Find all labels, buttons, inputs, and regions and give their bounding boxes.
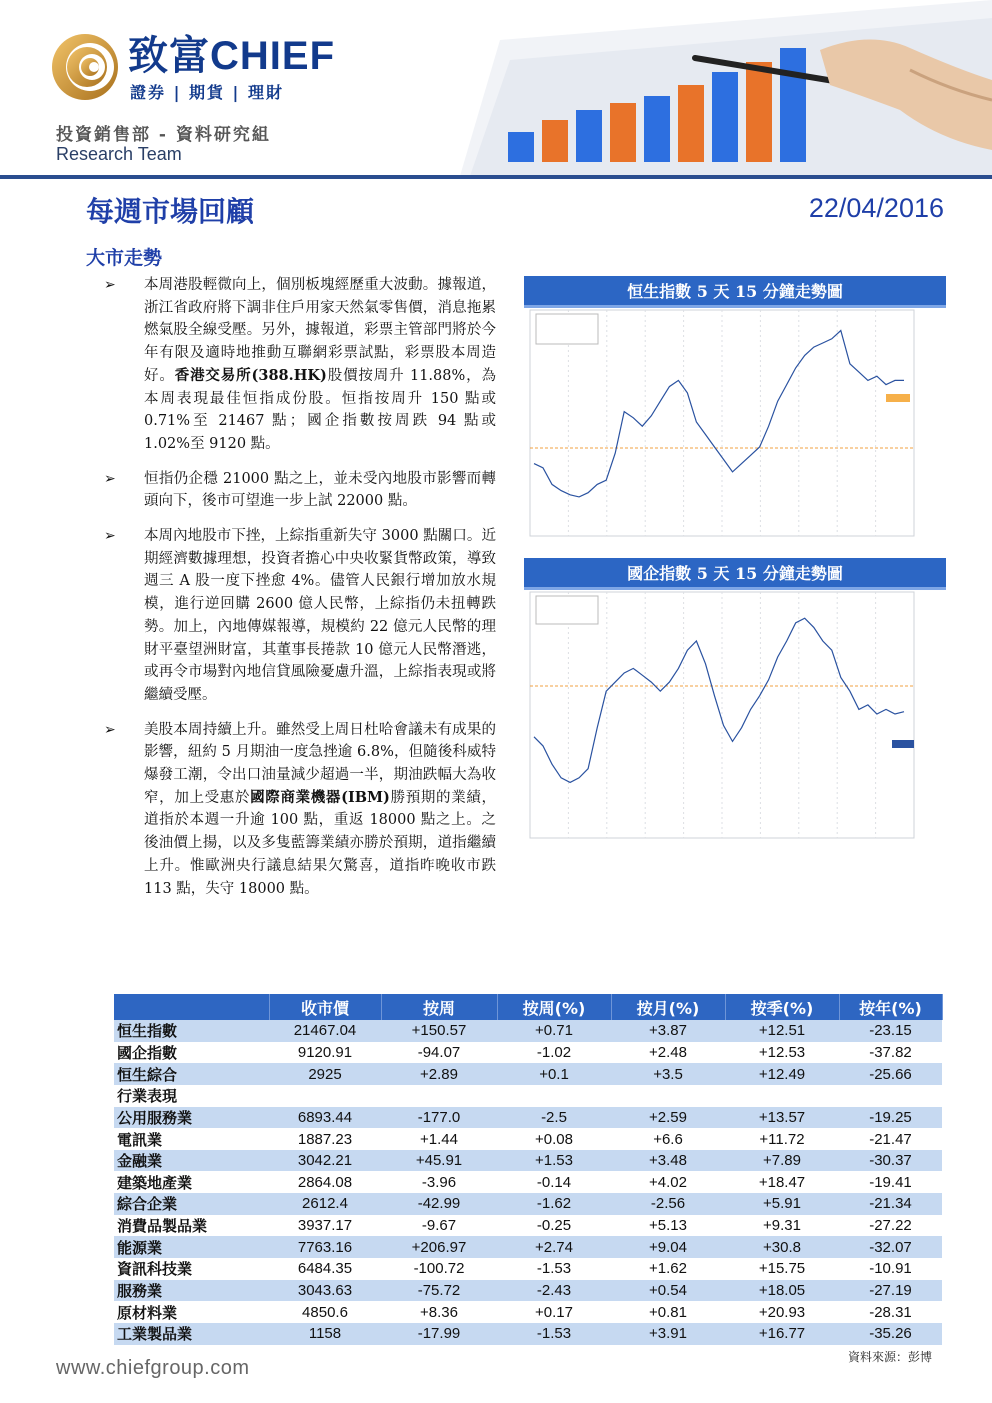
- table-row: [114, 1128, 942, 1150]
- table-cell: -42.99: [381, 1193, 497, 1215]
- column-header: [114, 994, 269, 1020]
- table-cell: -1.62: [497, 1193, 611, 1215]
- hscei-chart-title: 國企指數 5 天 15 分鐘走勢圖: [524, 558, 946, 590]
- market-performance-table: [114, 994, 943, 1345]
- bullet-text: [144, 471, 496, 510]
- table-cell: 2612.4: [269, 1193, 381, 1215]
- table-cell: +2.59: [611, 1107, 725, 1129]
- table-cell: +9.04: [611, 1236, 725, 1258]
- row-label: 恒生綜合: [114, 1063, 269, 1085]
- hsi-chart: [524, 276, 946, 548]
- hsi-chart-title: 恒生指數 5 天 15 分鐘走勢圖: [524, 276, 946, 308]
- table-cell: +3.48: [611, 1150, 725, 1172]
- table-cell: -19.41: [839, 1171, 942, 1193]
- header-rule: [0, 175, 992, 179]
- table-cell: +11.72: [725, 1128, 839, 1150]
- table-cell: 6484.35: [269, 1258, 381, 1280]
- bullet-highlight: 香港交易所(388.HK): [174, 366, 327, 384]
- table-cell: [611, 1085, 725, 1107]
- brand-name: 致富CHIEF: [128, 34, 335, 78]
- row-label: 資訊科技業: [114, 1258, 269, 1280]
- table-cell: +5.91: [725, 1193, 839, 1215]
- table-cell: 6893.44: [269, 1107, 381, 1129]
- table-cell: +3.5: [611, 1063, 725, 1085]
- row-label: 工業製品業: [114, 1323, 269, 1345]
- row-label: 金融業: [114, 1150, 269, 1172]
- table-cell: +3.87: [611, 1020, 725, 1042]
- bullet-item: [104, 468, 496, 513]
- table-cell: +7.89: [725, 1150, 839, 1172]
- table-cell: [381, 1085, 497, 1107]
- bullet-segment: 本周內地股市下挫，上綜指重新失守 3000 點關口。近期經濟數據理想，投資者擔心中央收緊貨幣政策，導致週三 A 股一度下挫愈 4%。儘管人民銀行增加放水規模，進行逆回購 2600 億人民幣，上綜指仍未扭轉跌勢。加上，內地傳媒報導，規模約 22 億元人民幣的理財平臺望洲財富，其董事長捲款 10 億元人民幣潛逃，或再令市場對內地信貸風險憂慮升溫，上綜指表現或將繼續受壓。: [144, 528, 496, 703]
- table-cell: 2925: [269, 1063, 381, 1085]
- department-chinese: 投資銷售部 - 資料研究組: [56, 125, 271, 145]
- table-cell: +20.93: [725, 1301, 839, 1323]
- table-row: [114, 1280, 942, 1302]
- table-cell: 2864.08: [269, 1171, 381, 1193]
- table-cell: +0.1: [497, 1063, 611, 1085]
- table-cell: +2.89: [381, 1063, 497, 1085]
- table-cell: -2.5: [497, 1107, 611, 1129]
- table-cell: -2.56: [611, 1193, 725, 1215]
- table-cell: +1.62: [611, 1258, 725, 1280]
- bullet-text: [144, 277, 496, 452]
- table-row: [114, 1020, 942, 1042]
- table-cell: -27.19: [839, 1280, 942, 1302]
- arrow-bullet-icon: ➢: [104, 470, 116, 487]
- bullet-segment: 勝預期的業績，道指於本週一升逾 100 點，重返 18000 點之上。之後油價上揚，以及多隻藍籌業績亦勝於預期，道指繼續上升。惟歐洲央行議息結果欠驚喜，道指昨晚收市跌 113 點，失守 18000 點。: [144, 789, 497, 897]
- bullet-segment: 美股本周持續上升。雖然受上周日杜哈會議未有成果的影響，紐約 5 月期油一度急挫逾 6.8%，但隨後科威特爆發工潮，令出口油量減少超過一半，期油跌幅大為收窄，加上受惠於: [144, 721, 496, 806]
- table-cell: -1.53: [497, 1258, 611, 1280]
- table-row: [114, 1150, 942, 1172]
- column-header: 按周: [381, 994, 497, 1020]
- row-label: 原材料業: [114, 1301, 269, 1323]
- table-row: [114, 1193, 942, 1215]
- table-row: [114, 1236, 942, 1258]
- table-cell: +18.47: [725, 1171, 839, 1193]
- table-cell: +206.97: [381, 1236, 497, 1258]
- table-cell: 3937.17: [269, 1215, 381, 1237]
- column-header: 按年(%): [839, 994, 942, 1020]
- section-title: 大市走勢: [86, 247, 163, 269]
- arrow-bullet-icon: ➢: [104, 277, 116, 293]
- column-header: 按月(%): [611, 994, 725, 1020]
- row-label: 能源業: [114, 1236, 269, 1258]
- row-label: 恒生指數: [114, 1020, 269, 1042]
- table-cell: -25.66: [839, 1063, 942, 1085]
- table-cell: +45.91: [381, 1150, 497, 1172]
- table-cell: +16.77: [725, 1323, 839, 1345]
- last-price-tag: [886, 394, 910, 402]
- table-cell: 3043.63: [269, 1280, 381, 1302]
- table-cell: -75.72: [381, 1280, 497, 1302]
- table-row: [114, 1107, 942, 1129]
- table-cell: +9.31: [725, 1215, 839, 1237]
- table-cell: +8.36: [381, 1301, 497, 1323]
- table-cell: 21467.04: [269, 1020, 381, 1042]
- table-cell: +18.05: [725, 1280, 839, 1302]
- table-cell: +12.53: [725, 1042, 839, 1064]
- table-cell: 4850.6: [269, 1301, 381, 1323]
- table-cell: -100.72: [381, 1258, 497, 1280]
- table-cell: +0.17: [497, 1301, 611, 1323]
- table-cell: -35.26: [839, 1323, 942, 1345]
- table-row: [114, 1215, 942, 1237]
- table-cell: +5.13: [611, 1215, 725, 1237]
- table-cell: -94.07: [381, 1042, 497, 1064]
- bullet-item: [104, 525, 496, 707]
- column-header: 按季(%): [725, 994, 839, 1020]
- column-header: 按周(%): [497, 994, 611, 1020]
- chief-logo-icon: [50, 32, 120, 102]
- bullet-segment: 恒指仍企穩 21000 點之上，並未受內地股市影響而轉頭向下，後市可望進一步上試 22000 點。: [144, 470, 496, 510]
- table-cell: -9.67: [381, 1215, 497, 1237]
- table-body: [114, 1020, 942, 1345]
- table-row: [114, 1171, 942, 1193]
- table-cell: 7763.16: [269, 1236, 381, 1258]
- table-cell: -17.99: [381, 1323, 497, 1345]
- table-cell: -1.53: [497, 1323, 611, 1345]
- row-label: 行業表現: [114, 1085, 269, 1107]
- table-row: [114, 1042, 942, 1064]
- header-bar-chart-illustration: [440, 0, 992, 176]
- department-english: Research Team: [56, 144, 182, 164]
- table-cell: -0.25: [497, 1215, 611, 1237]
- hsi-chart-plot: [524, 308, 946, 548]
- table-cell: -19.25: [839, 1107, 942, 1129]
- table-row: [114, 1085, 942, 1107]
- row-label: 服務業: [114, 1280, 269, 1302]
- table-cell: +4.02: [611, 1171, 725, 1193]
- table-row: [114, 1258, 942, 1280]
- table-cell: +12.51: [725, 1020, 839, 1042]
- table-cell: -1.02: [497, 1042, 611, 1064]
- table-header-row: [114, 994, 942, 1020]
- table-cell: -3.96: [381, 1171, 497, 1193]
- data-source: 資料來源：彭博: [847, 1350, 932, 1364]
- table-row: [114, 1063, 942, 1085]
- table-cell: 1887.23: [269, 1128, 381, 1150]
- table-cell: +3.91: [611, 1323, 725, 1345]
- brand-subtitle: 證券 | 期貨 | 理財: [130, 83, 284, 102]
- column-header: 收市價: [269, 994, 381, 1020]
- table-cell: -0.14: [497, 1171, 611, 1193]
- row-label: 建築地產業: [114, 1171, 269, 1193]
- hscei-chart: [524, 558, 946, 854]
- row-label: 綜合企業: [114, 1193, 269, 1215]
- bullet-segment: 股價按周升 11.88%，為本周表現最佳恒指成份股。恒指按周升 150 點或 0.71%至 21467 點；國企指數按周跌 94 點或 1.02%至 9120 點。: [144, 367, 496, 452]
- table-cell: -21.47: [839, 1128, 942, 1150]
- table-row: [114, 1323, 942, 1345]
- table-cell: -21.34: [839, 1193, 942, 1215]
- bullet-item: [104, 719, 496, 901]
- table-cell: +13.57: [725, 1107, 839, 1129]
- table-cell: +12.49: [725, 1063, 839, 1085]
- hscei-chart-plot: [524, 590, 946, 854]
- row-label: 消費品製品業: [114, 1215, 269, 1237]
- table-cell: [839, 1085, 942, 1107]
- row-label: 國企指數: [114, 1042, 269, 1064]
- table-cell: +0.71: [497, 1020, 611, 1042]
- table-cell: 9120.91: [269, 1042, 381, 1064]
- bullet-item: [104, 274, 496, 456]
- table-cell: -30.37: [839, 1150, 942, 1172]
- chart-legend: [536, 596, 598, 624]
- table-cell: +0.54: [611, 1280, 725, 1302]
- table-cell: +1.44: [381, 1128, 497, 1150]
- table-cell: +1.53: [497, 1150, 611, 1172]
- arrow-bullet-icon: ➢: [104, 528, 116, 545]
- table-cell: +0.08: [497, 1128, 611, 1150]
- report-date: 22/04/2016: [808, 193, 944, 223]
- table-cell: -10.91: [839, 1258, 942, 1280]
- table-cell: -27.22: [839, 1215, 942, 1237]
- table-cell: -2.43: [497, 1280, 611, 1302]
- bullet-highlight: 國際商業機器(IBM): [250, 788, 390, 806]
- table-row: [114, 1301, 942, 1323]
- last-price-tag: [892, 740, 914, 748]
- table-cell: -177.0: [381, 1107, 497, 1129]
- bullet-segment: 本周港股輕微向上，個別板塊經歷重大波動。據報道，浙江省政府將下調非住戶用家天然氣零售價，消息拖累燃氣股全線受壓。另外，據報道，彩票主管部門將於今年有限及適時地推動互聯網彩票試點，彩票股本周造好。: [144, 277, 496, 384]
- table-cell: [269, 1085, 381, 1107]
- bullet-text: [144, 528, 496, 703]
- table-cell: +2.74: [497, 1236, 611, 1258]
- report-title: 每週市場回顧: [86, 195, 255, 228]
- row-label: 電訊業: [114, 1128, 269, 1150]
- table-cell: -23.15: [839, 1020, 942, 1042]
- table-cell: 1158: [269, 1323, 381, 1345]
- market-commentary: [104, 274, 496, 900]
- table-cell: -37.82: [839, 1042, 942, 1064]
- table-cell: -28.31: [839, 1301, 942, 1323]
- website-url: www.chiefgroup.com: [56, 1357, 250, 1379]
- table-cell: +6.6: [611, 1128, 725, 1150]
- table-cell: +30.8: [725, 1236, 839, 1258]
- arrow-bullet-icon: ➢: [104, 721, 116, 738]
- chart-legend: [536, 314, 598, 344]
- table-cell: +0.81: [611, 1301, 725, 1323]
- table-cell: +15.75: [725, 1258, 839, 1280]
- table-cell: 3042.21: [269, 1150, 381, 1172]
- table-cell: [725, 1085, 839, 1107]
- bullet-text: [144, 722, 496, 897]
- table-cell: +2.48: [611, 1042, 725, 1064]
- table-cell: +150.57: [381, 1020, 497, 1042]
- row-label: 公用服務業: [114, 1107, 269, 1129]
- table-cell: -32.07: [839, 1236, 942, 1258]
- table-cell: [497, 1085, 611, 1107]
